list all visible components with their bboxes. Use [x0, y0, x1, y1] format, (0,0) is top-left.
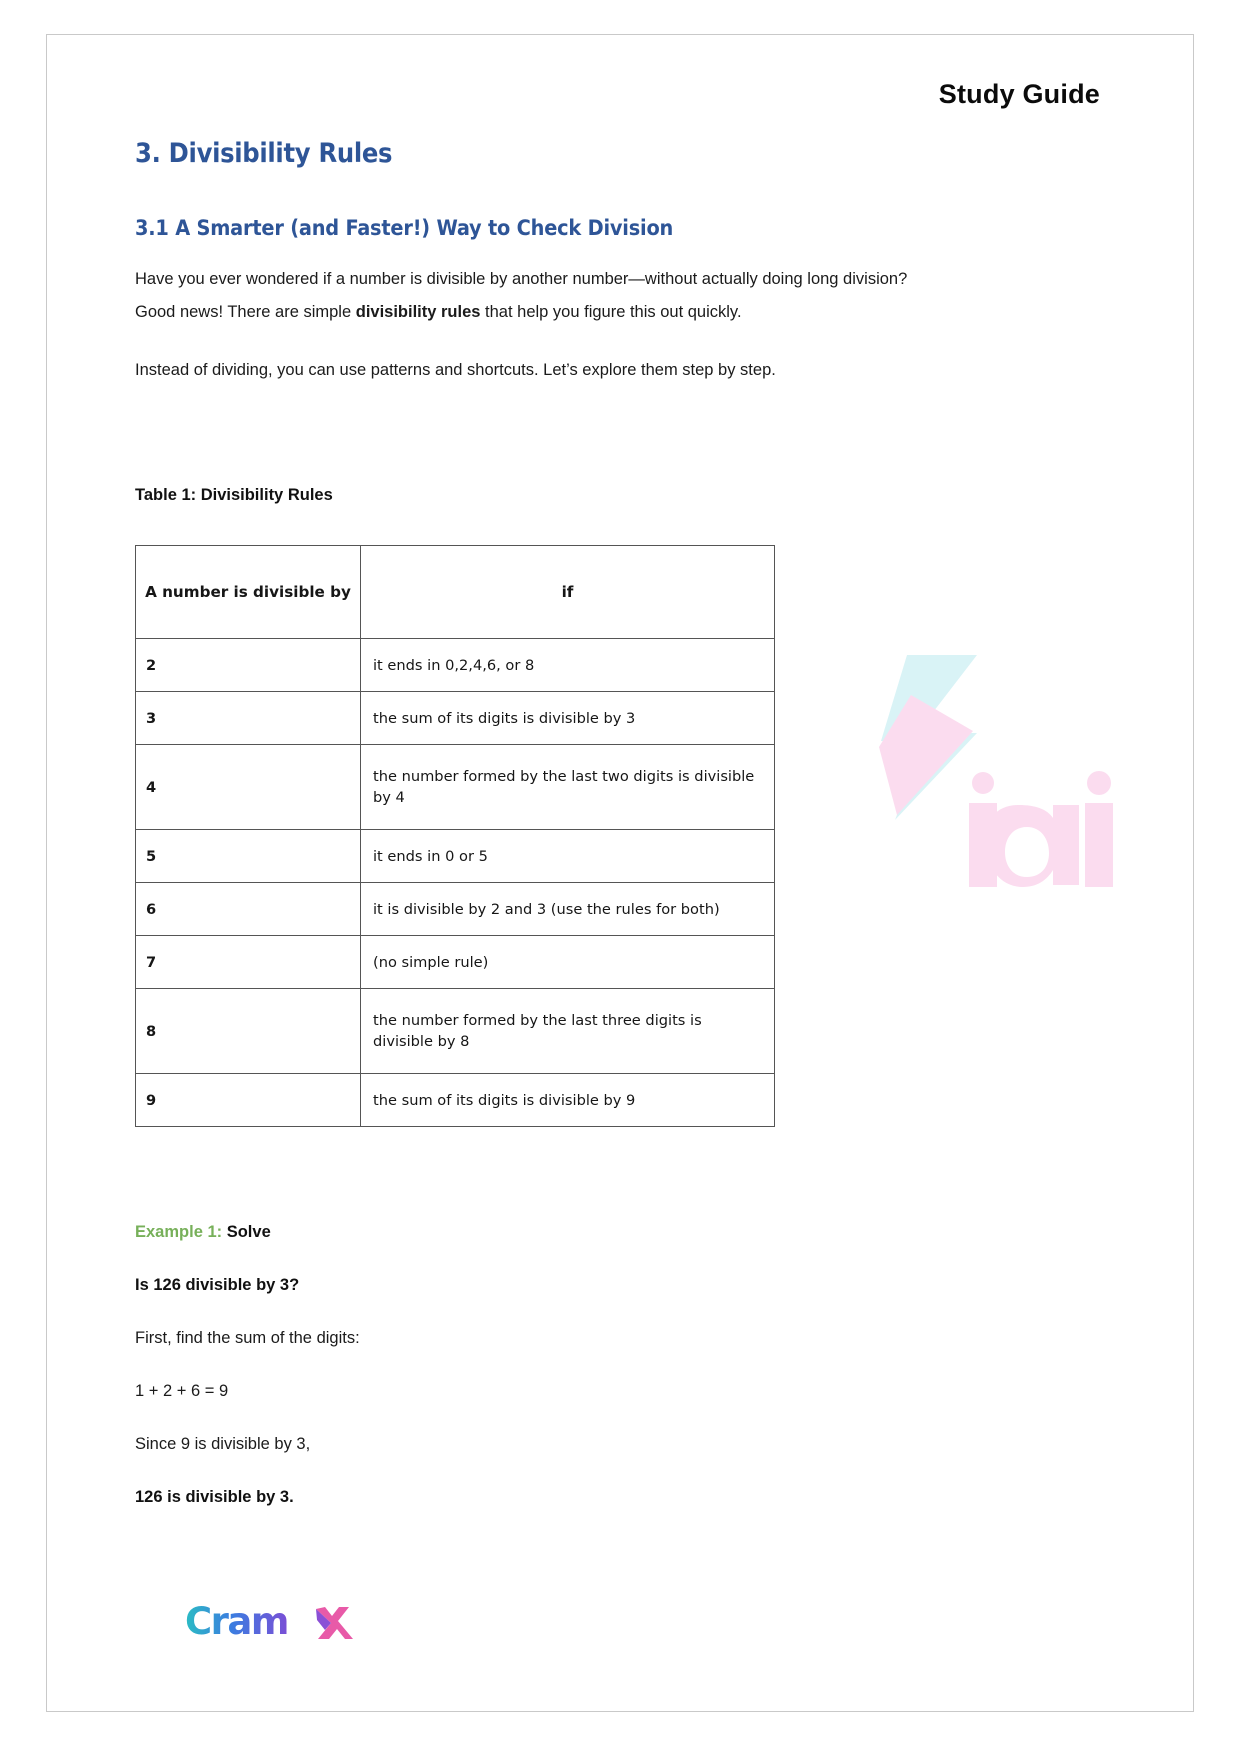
- table-row: [136, 989, 775, 1074]
- example-heading: [135, 1223, 1105, 1242]
- cramx-logo: [185, 1601, 353, 1645]
- example-label: Example 1:: [135, 1223, 223, 1242]
- example-step-3: Since 9 is divisible by 3,: [135, 1435, 311, 1454]
- table-header-row: [136, 546, 775, 639]
- cell-rule: it ends in 0 or 5: [361, 830, 775, 883]
- cell-divisor: 6: [136, 883, 361, 936]
- cell-divisor: 9: [136, 1074, 361, 1127]
- cell-rule: the number formed by the last two digits is divisible by 4: [361, 745, 775, 830]
- intro-p1-text-b: that help you figure this out quickly.: [480, 303, 742, 321]
- table-row: [136, 745, 775, 830]
- intro-p1-bold: divisibility rules: [355, 303, 481, 321]
- table-caption: Table 1: Divisibility Rules: [135, 486, 333, 505]
- table-header-condition: if: [361, 546, 775, 639]
- example-question: Is 126 divisible by 3?: [135, 1276, 300, 1295]
- table-row: [136, 1074, 775, 1127]
- ai-watermark: [877, 655, 1127, 895]
- example-step-2: 1 + 2 + 6 = 9: [135, 1382, 229, 1401]
- cell-rule: it is divisible by 2 and 3 (use the rules for both): [361, 883, 775, 936]
- intro-p1-text-a: Have you ever wondered if a number is divisible by another number—without actually doing long division? Good news! There are simple: [135, 270, 908, 321]
- cell-rule: the sum of its digits is divisible by 9: [361, 1074, 775, 1127]
- table-row: [136, 830, 775, 883]
- table-row: [136, 692, 775, 745]
- intro-paragraph-2: Instead of dividing, you can use patterns and shortcuts. Let’s explore them step by step.: [135, 361, 776, 379]
- subsection-heading: 3.1 A Smarter (and Faster!) Way to Check Division: [135, 216, 674, 241]
- svg-text:Cram: Cram: [185, 1601, 288, 1643]
- page-content: [47, 35, 1193, 1711]
- cell-divisor: 2: [136, 639, 361, 692]
- cell-rule: it ends in 0,2,4,6, or 8: [361, 639, 775, 692]
- table-row: [136, 883, 775, 936]
- table-row: [136, 936, 775, 989]
- example-solve-word: Solve: [226, 1223, 271, 1242]
- intro-paragraph-1: [135, 263, 935, 329]
- divisibility-rules-table: [135, 545, 775, 1127]
- cell-divisor: 4: [136, 745, 361, 830]
- cell-rule: the sum of its digits is divisible by 3: [361, 692, 775, 745]
- cell-rule: the number formed by the last three digits is divisible by 8: [361, 989, 775, 1074]
- cramx-wordmark-icon: [185, 1601, 315, 1645]
- example-step-1: First, find the sum of the digits:: [135, 1329, 360, 1348]
- cell-divisor: 3: [136, 692, 361, 745]
- example-answer: 126 is divisible by 3.: [135, 1488, 294, 1507]
- cell-rule: (no simple rule): [361, 936, 775, 989]
- cell-divisor: 8: [136, 989, 361, 1074]
- table-row: [136, 639, 775, 692]
- table-body: [136, 639, 775, 1127]
- section-heading: 3. Divisibility Rules: [135, 138, 393, 169]
- table-header-divisor: A number is divisible by: [136, 546, 361, 639]
- table-head: [136, 546, 775, 639]
- cell-divisor: 7: [136, 936, 361, 989]
- cramx-x-icon: [313, 1601, 353, 1645]
- document-header-title: Study Guide: [938, 79, 1100, 109]
- divisibility-rules-table-wrapper: [135, 545, 775, 1127]
- cell-divisor: 5: [136, 830, 361, 883]
- document-page: [46, 34, 1194, 1712]
